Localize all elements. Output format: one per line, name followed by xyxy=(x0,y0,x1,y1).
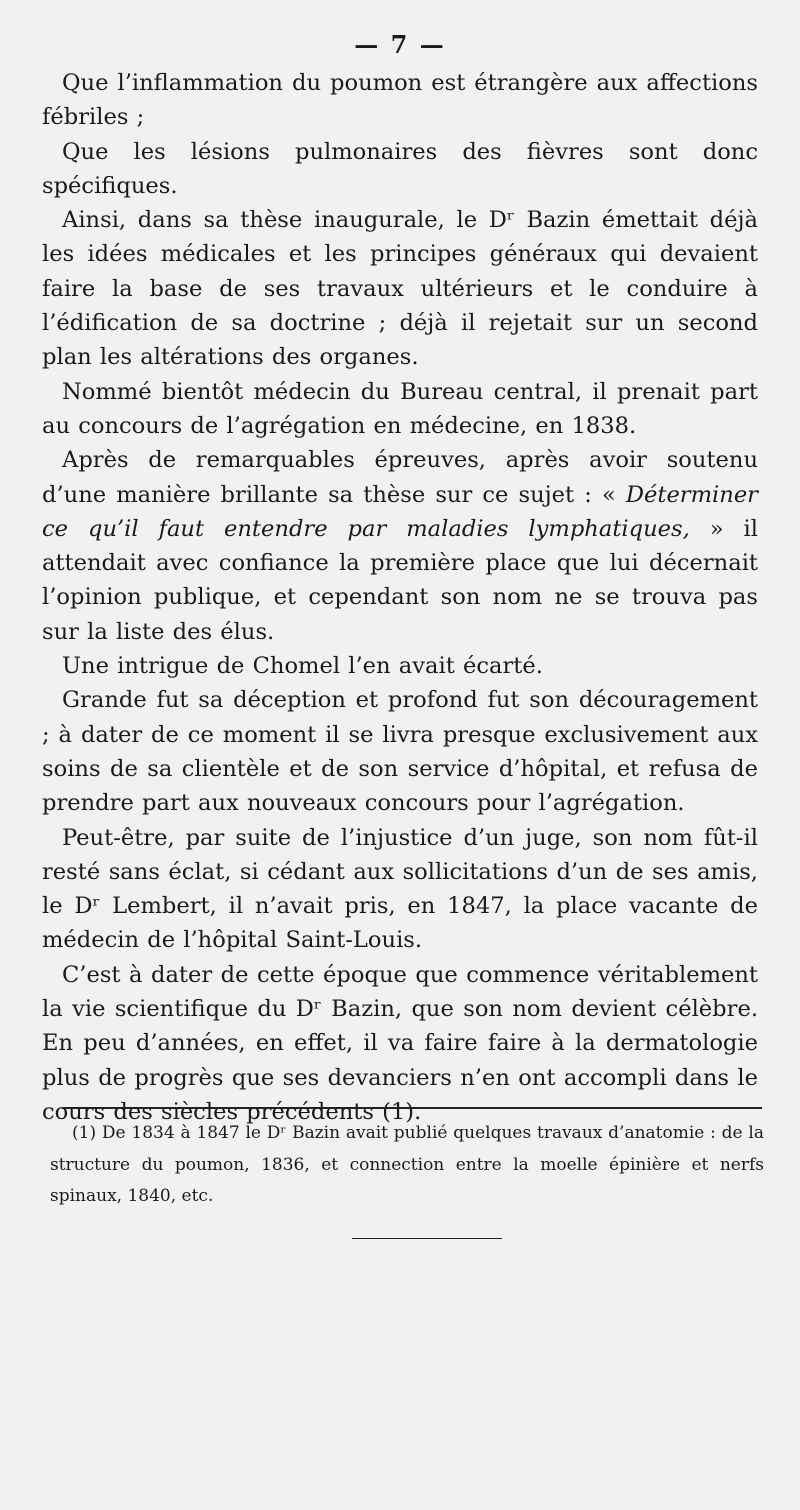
page-number: — 7 — xyxy=(354,30,446,59)
paragraph-8: Peut-être, par suite de l’injustice d’un juge, son nom fût-il resté sans éclat, si cédant aux sollicitations d’un de ses amis, le Dʳ Lembert, il n’avait pris, en 1847, la place vacante de médecin de l’hôpital Saint-Louis. xyxy=(42,824,758,954)
paragraph-9: C’est à dater de cette époque que commence véritablement la vie scientifique du Dʳ Bazin, que son nom devient célèbre. En peu d’années, en effet, il va faire faire à la dermatologie plus de progrès que ses devanciers n’en ont accompli dans le cours des siècles précédents (1). xyxy=(42,961,758,1125)
paragraph-3: Ainsi, dans sa thèse inaugurale, le Dʳ Bazin émettait déjà les idées médicales et les principes généraux qui devaient faire la base de ses travaux ultérieurs et le conduire à l’édification de sa doctrine ; déjà il rejetait sur un second plan les altérations des organes. xyxy=(42,207,758,371)
body-text xyxy=(42,66,758,1129)
paragraph-5 xyxy=(42,443,758,649)
footnote: (1) De 1834 à 1847 le Dʳ Bazin avait publié quelques travaux d’anatomie : de la structure du poumon, 1836, et connection entre la moelle épinière et nerfs spinaux, 1840, etc. xyxy=(50,1123,764,1206)
paragraph-1: Que l’inflammation du poumon est étrangère aux affections fébriles ; xyxy=(42,70,758,131)
paragraph-4: Nommé bientôt médecin du Bureau central, il prenait part au concours de l’agrégation en médecine, en 1838. xyxy=(42,378,758,439)
paragraph-2: Que les lésions pulmonaires des fièvres sont donc spécifiques. xyxy=(42,138,758,199)
paragraph-6: Une intrigue de Chomel l’en avait écarté. xyxy=(62,653,543,680)
paragraph-7: Grande fut sa déception et profond fut son découragement ; à dater de ce moment il se livra presque exclusivement aux soins de sa clientèle et de son service d’hôpital, et refusa de prendre part aux nouveaux concours pour l’agrégation. xyxy=(42,687,758,817)
paragraph-5-text-after: » il attendait avec confiance la première place que lui décernait l’opinion publique, et cependant son nom ne se trouva pas sur la liste des élus. xyxy=(42,515,758,645)
thesis-title: Déterminer ce qu’il faut entendre par maladies lymphatiques, xyxy=(42,481,758,542)
paragraph-5-text-before: Après de remarquables épreuves, après avoir soutenu d’une manière brillante sa thèse sur ce sujet : « xyxy=(42,447,758,508)
end-of-text-rule xyxy=(352,1238,502,1239)
footnote-separator xyxy=(62,1107,762,1109)
